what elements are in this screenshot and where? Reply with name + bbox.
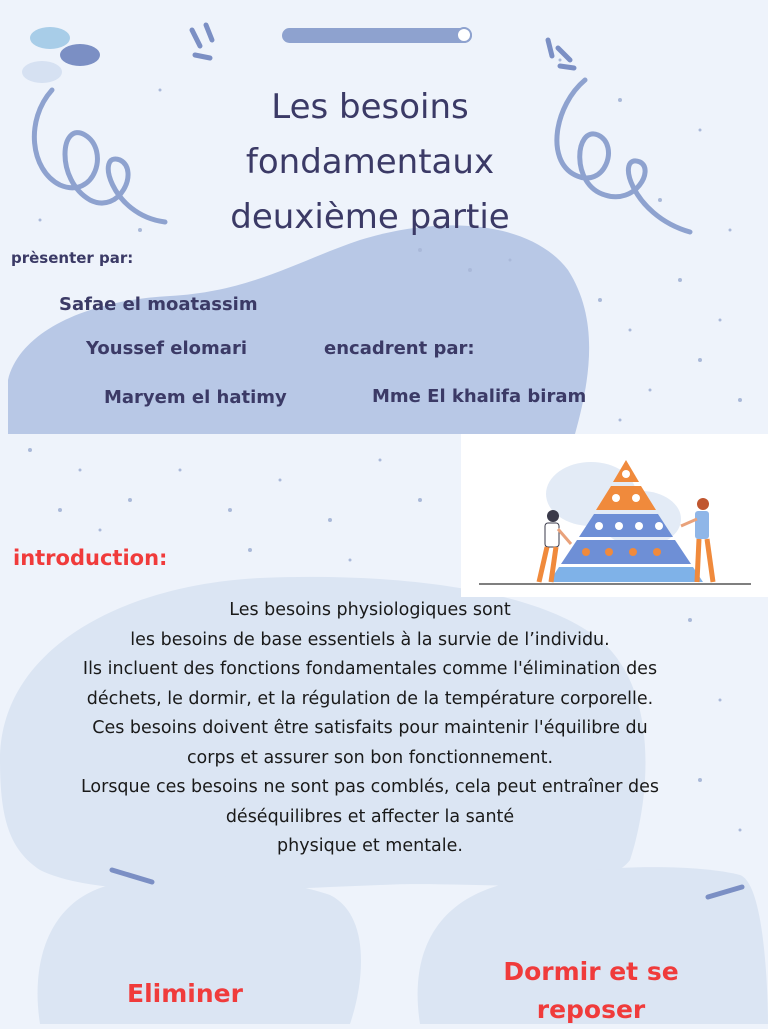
confetti-swirl-left-icon — [34, 90, 165, 222]
intro-line: les besoins de base essentiels à la survie de l’individu. — [130, 629, 610, 650]
confetti-swirl-right-icon — [557, 80, 690, 232]
intro-paragraph — [0, 596, 740, 862]
presenter-name: Youssef elomari — [86, 338, 247, 359]
presenter-name: Maryem el hatimy — [104, 387, 287, 408]
card-title-eliminer: Eliminer — [127, 979, 243, 1008]
title-line: fondamentaux — [245, 142, 495, 182]
maslow-pyramid-icon — [461, 434, 768, 597]
intro-line: Ces besoins doivent être satisfaits pour maintenir l'équilibre du — [92, 718, 648, 738]
presenter-name: Safae el moatassim — [59, 294, 258, 315]
intro-line: physique et mentale. — [277, 836, 463, 856]
supervisor-label: encadrent par: — [324, 338, 475, 359]
intro-line: Les besoins physiologiques sont — [229, 600, 511, 620]
supervisor-name: Mme El khalifa biram — [372, 386, 587, 407]
card-title-dormir: Dormir et se reposer — [503, 957, 679, 1024]
intro-line: corps et assurer son bon fonctionnement. — [186, 747, 554, 768]
intro-label: introduction: — [13, 546, 168, 570]
title-line: Les besoins — [271, 87, 469, 127]
presenter-label: prèsenter par: — [11, 249, 134, 267]
intro-line: Lorsque ces besoins ne sont pas comblés, cela peut entraîner des — [80, 777, 660, 797]
intro-line: déchets, le dormir, et la régulation de la température corporelle. — [86, 688, 654, 709]
intro-line: Ils incluent des fonctions fondamentales comme l'élimination des — [82, 659, 658, 679]
pyramid-illustration — [461, 434, 768, 597]
coins-icon — [22, 27, 100, 83]
top-bar-decoration — [282, 28, 472, 43]
intro-line: déséquilibres et affecter la santé — [225, 806, 515, 827]
title-line: deuxième partie — [230, 197, 510, 237]
page-title — [180, 80, 560, 245]
